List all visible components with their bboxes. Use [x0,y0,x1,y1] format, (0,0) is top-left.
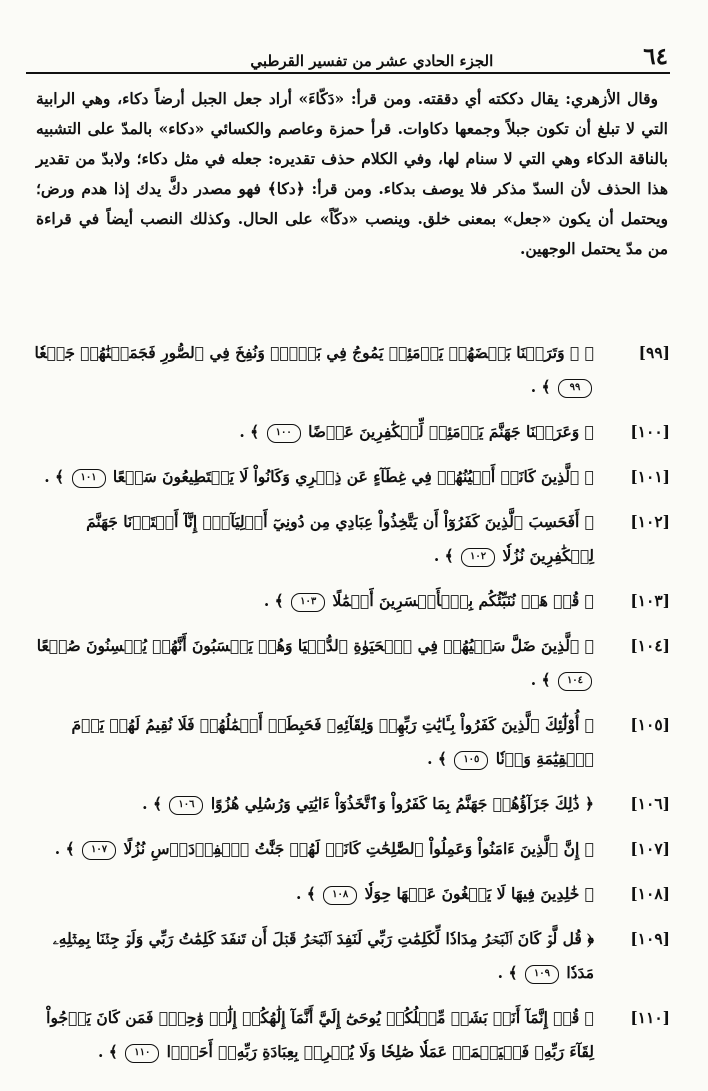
verse-body: ﴿ ٱلَّذِينَ كَانَتۡ أَعۡيُنُهُمۡ فِي غِطَآءٍ عَن ذِكۡرِي وَكَانُواْ لَا يَسۡتَطِيعُونَ سَمۡعًا [107,467,594,486]
verse-close-bracket: ﴾ . [263,591,290,610]
ayah-end-marker: ١٠١ [72,469,106,488]
verse-number: [١٠٨] [630,884,670,903]
verse-text [28,505,594,573]
verse-close-bracket: ﴾ . [295,884,322,903]
verse-text [28,832,594,866]
ayah-end-marker: ٩٩ [558,379,592,398]
verse-close-bracket: ﴾ . [54,839,81,858]
verse-close-bracket: ﴾ . [239,422,265,441]
ayah-end-marker: ١٠٨ [323,886,357,905]
verse-body: ﴿ ۞ وَتَرَكۡنَا بَعۡضَهُمۡ يَوۡمَئِذٖ يَمُوجُ فِي بَعۡضٖۖ وَنُفِخَ فِي ٱلصُّورِ فَجَمَعۡنَٰهُمۡ جَمۡعٗا [34,343,594,362]
verse-number: [١٠٤] [630,636,670,655]
verse-text [28,1001,594,1069]
verse-row [28,629,670,697]
verse-body: ﴿ قُلۡ هَلۡ نُنَبِّئُكُم بِٱلۡأَخۡسَرِينَ أَعۡمَٰلًا [327,591,594,610]
header-rule [26,72,670,74]
verse-text [28,629,594,697]
verse-text [28,922,594,990]
verse-close-bracket: ﴾ . [44,467,70,486]
verse-close-bracket: ﴾ . [142,794,168,813]
verse-row [28,505,670,573]
ayah-end-marker: ١٠٣ [291,593,325,612]
verse-text [28,708,594,776]
verse-number: [١٠٠] [630,422,670,441]
verse-body: ﴿ خَٰلِدِينَ فِيهَا لَا يَبۡغُونَ عَنۡهَا حِوَلٗا [359,884,594,903]
verse-row [28,787,670,821]
verse-close-bracket: ﴾ . [427,749,453,768]
verse-row [28,584,670,618]
verse-row [28,877,670,911]
verse-row [28,1001,670,1069]
verse-body: ﴿ قُل لَّوۡ كَانَ ٱلۡبَحۡرُ مِدَادٗا لِّكَلِمَٰتِ رَبِّي لَنَفِدَ ٱلۡبَحۡرُ قَبۡلَ أَن تَنفَدَ كَلِمَٰتُ رَبِّي وَلَوۡ جِئۡنَا بِمِثۡلِهِۦ مَدَدٗا [52,929,594,982]
verse-close-bracket: ﴾ . [530,670,556,689]
verse-number: [١٠٩] [630,929,670,948]
verse-row [28,460,670,494]
verse-close-bracket: ﴾ . [530,377,556,396]
verse-number: [١٠١] [630,467,670,486]
verse-text [28,877,594,911]
ayah-end-marker: ١٠٥ [454,751,488,770]
verse-close-bracket: ﴾ . [497,963,523,982]
verse-row [28,708,670,776]
ayah-end-marker: ١٠٩ [525,965,559,984]
verse-close-bracket: ﴾ . [433,546,460,565]
verse-text [28,584,594,618]
verse-close-bracket: ﴾ . [98,1042,124,1061]
verse-number: [٩٩] [638,343,670,362]
running-title: الجزء الحادي عشر من تفسير القرطبي [250,52,494,70]
verse-row [28,832,670,866]
verse-row [28,922,670,990]
verse-number: [١٠٢] [630,512,670,531]
verse-text [28,415,594,449]
verse-text [28,787,594,821]
verse-body: ﴿ أُوْلَٰٓئِكَ ٱلَّذِينَ كَفَرُواْ بِـَٔايَٰتِ رَبِّهِمۡ وَلِقَآئِهِۦ فَحَبِطَتۡ أَعۡمَٰلُهُمۡ فَلَا نُقِيمُ لَهُمۡ يَوۡمَ ٱلۡقِيَٰمَةِ وَزۡنٗا [71,715,594,768]
ayah-end-marker: ١٠٧ [82,841,116,860]
page-number: ٦٤ [643,43,668,70]
ayah-end-marker: ١٠٤ [558,672,592,691]
verse-body: ﴿ قُلۡ إِنَّمَآ أَنَا۠ بَشَرٞ مِّثۡلُكُمۡ يُوحَىٰٓ إِلَيَّ أَنَّمَآ إِلَٰهُكُمۡ إِلَٰهٞ وَٰحِدٞۖ فَمَن كَانَ يَرۡجُواْ لِقَآءَ رَبِّهِۦ فَلۡيَعۡمَلۡ عَمَلٗا صَٰلِحٗا وَلَا يُشۡرِكۡ بِعِبَادَةِ رَبِّهِۦٓ أَحَدَۢا [46,1008,594,1061]
verse-number: [١١٠] [630,1008,670,1027]
verse-text [28,460,594,494]
page-header [28,40,668,70]
verse-body: ﴿ ذَٰلِكَ جَزَآؤُهُمۡ جَهَنَّمُ بِمَا كَفَرُواْ وَٱتَّخَذُوٓاْ ءَايَٰتِي وَرُسُلِي هُزُوًا [205,794,594,813]
verse-body: ﴿ ٱلَّذِينَ ضَلَّ سَعۡيُهُمۡ فِي ٱلۡحَيَوٰةِ ٱلدُّنۡيَا وَهُمۡ يَحۡسَبُونَ أَنَّهُمۡ يُحۡسِنُونَ صُنۡعًا [36,636,594,655]
verse-number: [١٠٧] [630,839,670,858]
commentary-paragraph [36,84,668,264]
ayah-end-marker: ١١٠ [125,1044,159,1063]
ayah-end-marker: ١٠٠ [267,424,301,443]
verse-body: ﴿ إِنَّ ٱلَّذِينَ ءَامَنُواْ وَعَمِلُواْ ٱلصَّٰلِحَٰتِ كَانَتۡ لَهُمۡ جَنَّٰتُ ٱلۡفِرۡدَوۡسِ نُزُلًا [118,839,594,858]
commentary-text: وقال الأزهري: يقال دككته أي دققته. ومن قرأ: «دَكّاءَ» أراد جعل الجبل أرضاً دكاء، وهي الرابية التي لا تبلغ أن تكون جبلاً وجمعها دكاوات. قرأ حمزة وعاصم والكسائي «دكاء» بالمدّ على التشبيه بالناقة الدكاء وهي التي لا سنام لها، وفي الكلام حذف تقديره: جعله في مثل دكاء؛ ولابدّ من تقدير هذا الحذف لأن السدّ مذكر فلا يوصف بدكاء. ومن قرأ: ﴿دكا﴾ فهو مصدر دكَّ يدك إذا هدم ورض؛ ويحتمل أن يكون «جعل» بمعنى خلق. وينصب «دكّاً» على الحال. وكذلك النصب أيضاً في قراءة من مدّ يحتمل الوجهين. [36,89,668,258]
verse-row [28,415,670,449]
ayah-end-marker: ١٠٦ [169,796,203,815]
verse-body: ﴿ أَفَحَسِبَ ٱلَّذِينَ كَفَرُوٓاْ أَن يَتَّخِذُواْ عِبَادِي مِن دُونِيٓ أَوۡلِيَآءَۚ إِنَّآ أَعۡتَدۡنَا جَهَنَّمَ لِلۡكَٰفِرِينَ نُزُلٗا [86,512,594,565]
verse-body: ﴿ وَعَرَضۡنَا جَهَنَّمَ يَوۡمَئِذٖ لِّلۡكَٰفِرِينَ عَرۡضًا [302,422,594,441]
verse-number: [١٠٦] [630,794,670,813]
verse-number: [١٠٣] [630,591,670,610]
ayah-end-marker: ١٠٢ [461,548,495,567]
verse-row [28,336,670,404]
verse-list [28,336,670,1080]
verse-text [28,336,594,404]
verse-number: [١٠٥] [630,715,670,734]
